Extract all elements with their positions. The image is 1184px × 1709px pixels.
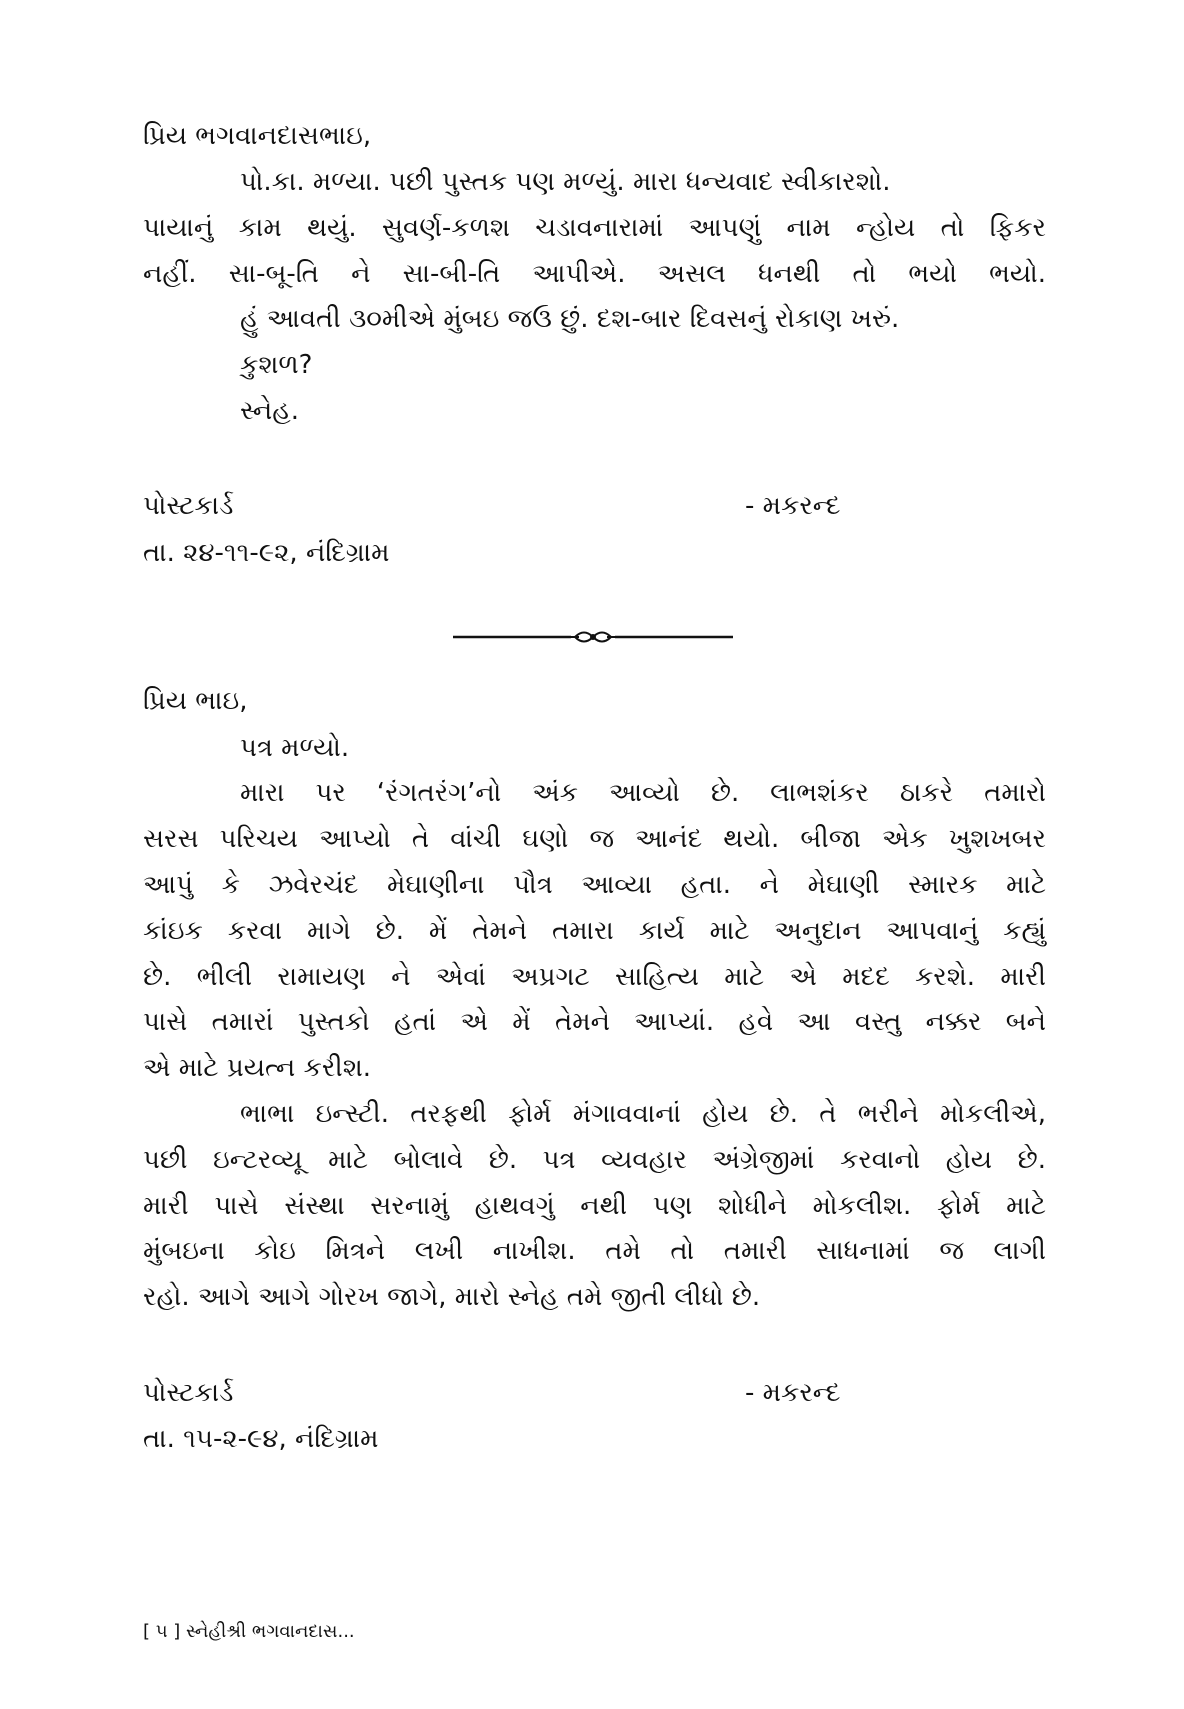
letter1-signature: - મકરન્દ [745, 491, 841, 521]
page-footer: [ ૫ ] સ્નેહીશ્રી ભગવાનદાસ... [143, 1621, 355, 1642]
letter2-salutation: પ્રિય ભાઇ, [143, 686, 248, 716]
letter2-line-11: મારી પાસે સંસ્થા સરનામું હાથવગું નથી પણ શોધીને મોકલીશ. ફોર્મ માટે [143, 1191, 1046, 1221]
letter2-type: પોસ્ટકાર્ડ [143, 1378, 234, 1408]
letter1-type: પોસ્ટકાર્ડ [143, 491, 234, 521]
ornament-flourish-icon [571, 631, 615, 643]
letter2-signature: - મકરન્દ [745, 1378, 841, 1408]
letter1-line-4: હું આવતી ૩૦મીએ મુંબઇ જઉ છું. દશ-બાર દિવસનું રોકાણ ખરું. [240, 304, 900, 334]
ornament-divider [453, 630, 733, 644]
letter1-salutation: પ્રિય ભગવાનદાસભાઇ, [143, 121, 372, 151]
letter2-line-1: પત્ર મળ્યો. [240, 733, 350, 763]
letter1-line-1: પો.કા. મળ્યા. પછી પુસ્તક પણ મળ્યું. મારા ધન્યવાદ સ્વીકારશો. [240, 167, 891, 197]
letter2-line-4: આપું કે ઝવેરચંદ મેઘાણીના પૌત્ર આવ્યા હતા. ને મેઘાણી સ્મારક માટે [143, 870, 1046, 900]
letter2-line-12: મુંબઇના કોઇ મિત્રને લખી નાખીશ. તમે તો તમારી સાધનામાં જ લાગી [143, 1236, 1046, 1266]
letter2-line-9: ભાભા ઇન્સ્ટી. તરફથી ફોર્મ મંગાવવાનાં હોય છે. તે ભરીને મોકલીએ, [240, 1099, 1046, 1129]
letter2-line-5: કાંઇક કરવા માગે છે. મેં તેમને તમારા કાર્ય માટે અનુદાન આપવાનું કહ્યું [143, 916, 1046, 946]
letter2-line-6: છે. ભીલી રામાયણ ને એવાં અપ્રગટ સાહિત્ય માટે એ મદદ કરશે. મારી [143, 962, 1046, 992]
letter2-date-place: તા. ૧૫-૨-૯૪, નંદિગ્રામ [143, 1424, 379, 1454]
letter2-line-3: સરસ પરિચય આપ્યો તે વાંચી ઘણો જ આનંદ થયો. બીજા એક ખુશખબર [143, 824, 1046, 854]
letter1-line-6: સ્નેહ. [240, 396, 299, 426]
letter1-date-place: તા. ૨૪-૧૧-૯૨, નંદિગ્રામ [143, 538, 390, 568]
letter2-line-2: મારા પર ‘રંગતરંગ’નો અંક આવ્યો છે. લાભશંકર ઠાકરે તમારો [240, 778, 1046, 808]
letter2-line-13: રહો. આગે આગે ગોરખ જાગે, મારો સ્નેહ તમે જીતી લીધો છે. [143, 1282, 761, 1312]
letter1-line-2: પાયાનું કામ થયું. સુવર્ણ-કળશ ચડાવનારામાં આપણું નામ ન્હોય તો ફિકર [143, 213, 1046, 243]
letter1-line-5: કુશળ? [240, 350, 313, 380]
letter2-line-8: એ માટે પ્રયત્ન કરીશ. [143, 1053, 372, 1083]
letter2-line-10: પછી ઇન્ટરવ્યૂ માટે બોલાવે છે. પત્ર વ્યવહાર અંગ્રેજીમાં કરવાનો હોય છે. [143, 1145, 1046, 1175]
letter1-line-3: નહીં. સા-બૂ-તિ ને સા-બી-તિ આપીએ. અસલ ધનથી તો ભયો ભયો. [143, 259, 1046, 289]
letter2-line-7: પાસે તમારાં પુસ્તકો હતાં એ મેં તેમને આપ્યાં. હવે આ વસ્તુ નક્કર બને [143, 1007, 1046, 1037]
